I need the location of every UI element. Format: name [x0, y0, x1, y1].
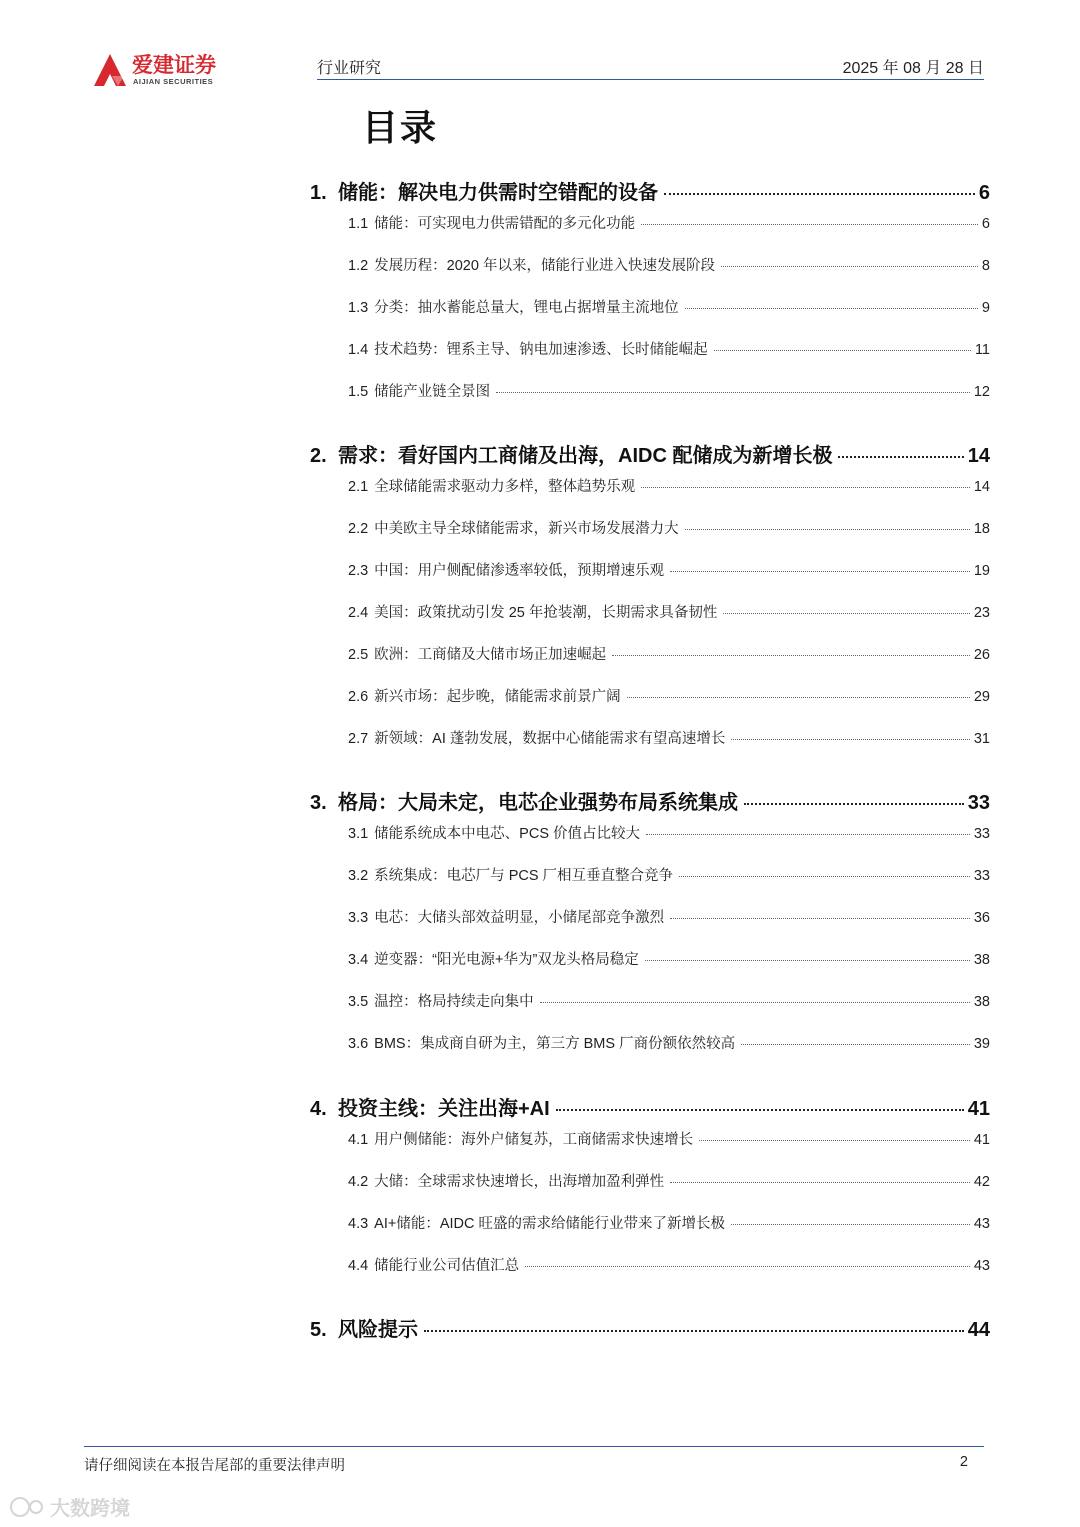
toc-entry-4-2[interactable]	[348, 1170, 990, 1191]
toc-entry-2-7[interactable]	[348, 727, 990, 748]
toc-page-number: 9	[981, 300, 990, 316]
toc-entry-2-4[interactable]	[348, 601, 990, 622]
toc-page-number: 42	[973, 1174, 990, 1190]
toc-section-title: 投资主线：关注出海+AI	[338, 1098, 550, 1120]
toc-page-number: 14	[973, 479, 990, 495]
toc-entry-4-1[interactable]	[348, 1128, 990, 1149]
toc-entry-title: 技术趋势：锂系主导、钠电加速渗透、长时储能崛起	[374, 342, 708, 358]
toc-entry-1-5[interactable]	[348, 380, 990, 401]
footer-divider	[84, 1446, 984, 1447]
toc-entry-3-5[interactable]	[348, 990, 990, 1011]
toc-entry-title: 全球储能需求驱动力多样，整体趋势乐观	[374, 479, 636, 495]
toc-leader-dots	[744, 803, 964, 805]
toc-page-number: 6	[981, 216, 990, 232]
toc-entry-2-2[interactable]	[348, 517, 990, 538]
toc-entry-number: 2.3	[348, 563, 369, 579]
toc-entry-title: 逆变器：“阳光电源+华为”双龙头格局稳定	[374, 952, 639, 968]
toc-entry-title: 储能产业链全景图	[374, 384, 491, 400]
toc-page-number: 41	[973, 1132, 990, 1148]
toc-leader-dots	[685, 529, 970, 530]
toc-section-4[interactable]	[310, 1092, 990, 1121]
toc-entry-number: 1.3	[348, 300, 369, 316]
toc-page-number: 12	[973, 384, 990, 400]
toc-leader-dots	[641, 487, 970, 488]
toc-entry-title: 储能行业公司估值汇总	[374, 1258, 520, 1274]
toc-page-number: 14	[967, 445, 990, 467]
toc-entry-title: 新领域：AI 蓬勃发展，数据中心储能需求有望高速增长	[374, 731, 726, 747]
toc-entry-4-4[interactable]	[348, 1254, 990, 1275]
toc-entry-1-3[interactable]	[348, 296, 990, 317]
toc-section-title: 储能：解决电力供需时空错配的设备	[338, 182, 658, 204]
toc-entry-2-5[interactable]	[348, 643, 990, 664]
logo-name-cn: 爱建证券	[132, 53, 216, 77]
footer-page-number: 2	[959, 1454, 968, 1470]
toc-leader-dots	[670, 1182, 970, 1183]
toc-entry-number: 1.5	[348, 384, 369, 400]
toc-entry-1-1[interactable]	[348, 212, 990, 233]
footer-legal-note: 请仔细阅读在本报告尾部的重要法律声明	[84, 1458, 345, 1474]
toc-leader-dots	[741, 1044, 970, 1045]
watermark-logo	[6, 1490, 146, 1524]
toc-section-3[interactable]	[310, 786, 990, 815]
toc-section-number: 4.	[310, 1098, 327, 1120]
toc-leader-dots	[731, 1224, 970, 1225]
toc-entry-title: 中美欧主导全球储能需求，新兴市场发展潜力大	[374, 521, 679, 537]
toc-entry-number: 2.4	[348, 605, 369, 621]
toc-page-number: 43	[973, 1216, 990, 1232]
toc-entry-number: 1.1	[348, 216, 369, 232]
toc-section-1[interactable]	[310, 176, 990, 205]
toc-entry-number: 3.3	[348, 910, 369, 926]
toc-entry-number: 4.2	[348, 1174, 369, 1190]
toc-entry-3-4[interactable]	[348, 948, 990, 969]
toc-leader-dots	[679, 876, 970, 877]
watermark-text: 大数跨境	[50, 1496, 130, 1520]
toc-leader-dots	[646, 834, 970, 835]
toc-page-number: 33	[967, 792, 990, 814]
toc-page-number: 38	[973, 952, 990, 968]
toc-page-number: 36	[973, 910, 990, 926]
toc-leader-dots	[496, 392, 970, 393]
toc-entry-title: 中国：用户侧配储渗透率较低，预期增速乐观	[374, 563, 665, 579]
toc-entry-1-4[interactable]	[348, 338, 990, 359]
toc-entry-title: 电芯：大储头部效益明显，小储尾部竞争激烈	[374, 910, 665, 926]
toc-entry-number: 1.4	[348, 342, 369, 358]
toc-entry-title: 大储：全球需求快速增长，出海增加盈利弹性	[374, 1174, 665, 1190]
toc-leader-dots	[731, 739, 969, 740]
toc-entry-number: 2.7	[348, 731, 369, 747]
toc-entry-title: 美国：政策扰动引发 25 年抢装潮，长期需求具备韧性	[374, 605, 718, 621]
toc-entry-4-3[interactable]	[348, 1212, 990, 1233]
logo-name-en: AIJIAN SECURITIES	[133, 77, 214, 86]
toc-entry-number: 2.2	[348, 521, 369, 537]
toc-page-number: 44	[967, 1319, 990, 1341]
toc-page-number: 38	[973, 994, 990, 1010]
toc-entry-2-3[interactable]	[348, 559, 990, 580]
toc-entry-number: 3.4	[348, 952, 369, 968]
header-divider	[317, 79, 984, 80]
toc-section-number: 1.	[310, 182, 327, 204]
toc-page-number: 39	[973, 1036, 990, 1052]
toc-leader-dots	[556, 1109, 964, 1111]
toc-entry-title: 系统集成：电芯厂与 PCS 厂相互垂直整合竞争	[374, 868, 674, 884]
toc-section-number: 5.	[310, 1319, 327, 1341]
header-date: 2025 年 08 月 28 日	[842, 60, 984, 77]
toc-entry-number: 2.5	[348, 647, 369, 663]
toc-leader-dots	[641, 224, 978, 225]
toc-entry-title: 发展历程：2020 年以来，储能行业进入快速发展阶段	[374, 258, 715, 274]
toc-leader-dots	[721, 266, 978, 267]
toc-entry-title: 分类：抽水蓄能总量大，锂电占据增量主流地位	[374, 300, 679, 316]
toc-entry-number: 3.1	[348, 826, 369, 842]
toc-entry-number: 2.1	[348, 479, 369, 495]
toc-leader-dots	[540, 1002, 970, 1003]
toc-entry-number: 4.3	[348, 1216, 369, 1232]
toc-leader-dots	[670, 571, 970, 572]
toc-entry-3-3[interactable]	[348, 906, 990, 927]
toc-page-number: 31	[973, 731, 990, 747]
aijian-logo	[90, 48, 260, 90]
toc-entry-3-2[interactable]	[348, 864, 990, 885]
toc-leader-dots	[525, 1266, 970, 1267]
toc-entry-3-6[interactable]	[348, 1032, 990, 1053]
toc-entry-title: 温控：格局持续走向集中	[374, 994, 534, 1010]
toc-entry-title: 用户侧储能：海外户储复苏，工商储需求快速增长	[374, 1132, 694, 1148]
toc-page-number: 29	[973, 689, 990, 705]
toc-entry-1-2[interactable]	[348, 254, 990, 275]
toc-page-number: 11	[974, 342, 990, 358]
toc-section-title: 格局：大局未定，电芯企业强势布局系统集成	[338, 792, 738, 814]
toc-entry-number: 1.2	[348, 258, 369, 274]
toc-leader-dots	[664, 193, 975, 195]
toc-page-number: 33	[973, 868, 990, 884]
toc-leader-dots	[714, 350, 971, 351]
toc-entry-number: 2.6	[348, 689, 369, 705]
toc-leader-dots	[627, 697, 970, 698]
toc-entry-title: AI+储能：AIDC 旺盛的需求给储能行业带来了新增长极	[374, 1216, 726, 1232]
toc-page-number: 19	[973, 563, 990, 579]
toc-entry-number: 3.2	[348, 868, 369, 884]
toc-entry-title: 新兴市场：起步晚，储能需求前景广阔	[374, 689, 621, 705]
toc-leader-dots	[685, 308, 978, 309]
toc-section-5[interactable]	[310, 1313, 990, 1342]
toc-entry-2-6[interactable]	[348, 685, 990, 706]
toc-section-number: 3.	[310, 792, 327, 814]
toc-entry-number: 3.5	[348, 994, 369, 1010]
toc-page-number: 23	[973, 605, 990, 621]
toc-leader-dots	[670, 918, 970, 919]
toc-page-number: 18	[973, 521, 990, 537]
toc-leader-dots	[723, 613, 970, 614]
toc-entry-title: 储能：可实现电力供需错配的多元化功能	[374, 216, 636, 232]
page-title: 目录	[362, 107, 439, 148]
toc-page-number: 43	[973, 1258, 990, 1274]
toc-page-number: 41	[967, 1098, 990, 1120]
header-department: 行业研究	[317, 60, 382, 77]
toc-page-number: 6	[978, 182, 990, 204]
toc-section-2[interactable]	[310, 439, 990, 468]
toc-section-number: 2.	[310, 445, 327, 467]
toc-entry-number: 4.4	[348, 1258, 369, 1274]
toc-leader-dots	[612, 655, 970, 656]
toc-leader-dots	[838, 456, 963, 458]
toc-entry-title: 储能系统成本中电芯、PCS 价值占比较大	[374, 826, 641, 842]
toc-entry-3-1[interactable]	[348, 822, 990, 843]
toc-page-number: 8	[981, 258, 990, 274]
toc-entry-number: 3.6	[348, 1036, 369, 1052]
toc-leader-dots	[424, 1330, 964, 1332]
toc-entry-title: BMS：集成商自研为主，第三方 BMS 厂商份额依然较高	[374, 1036, 736, 1052]
toc-section-title: 需求：看好国内工商储及出海，AIDC 配储成为新增长极	[338, 445, 833, 467]
toc-entry-title: 欧洲：工商储及大储市场正加速崛起	[374, 647, 607, 663]
toc-page-number: 26	[973, 647, 990, 663]
toc-page-number: 33	[973, 826, 990, 842]
toc-entry-2-1[interactable]	[348, 475, 990, 496]
toc-section-title: 风险提示	[338, 1319, 418, 1341]
toc-entry-number: 4.1	[348, 1132, 369, 1148]
toc-leader-dots	[645, 960, 970, 961]
toc-leader-dots	[699, 1140, 970, 1141]
